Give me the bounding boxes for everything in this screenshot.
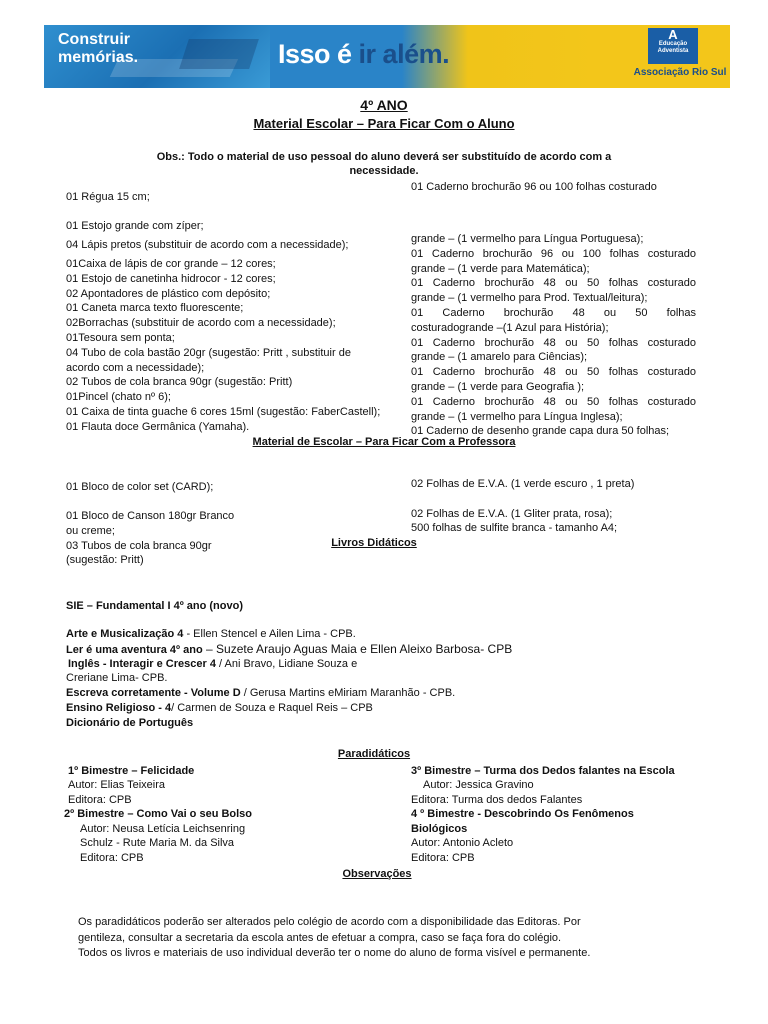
bimester-2-publisher: Editora: CPB xyxy=(80,852,144,864)
bimester-1-publisher: Editora: CPB xyxy=(68,794,132,806)
bimester-4-title: 4 º Bimestre - Descobrindo Os Fenômenos xyxy=(411,808,634,820)
bimester-1-author: Autor: Elias Teixeira xyxy=(68,779,166,791)
student-item: grande – (1 verde para Geografia ); xyxy=(411,380,585,393)
student-item: 01 Caderno de desenho grande capa dura 50 folhas; xyxy=(411,425,670,438)
association-name: Associação Rio Sul xyxy=(633,67,727,78)
student-item: 01 Caderno brochurão 48 ou 50 folhas xyxy=(411,306,696,319)
student-item: 02 Apontadores de plástico com depósito; xyxy=(66,287,271,300)
observation-text: Todos os livros e materiais de uso individual deverão ter o nome do aluno de forma visível e permanente. xyxy=(78,947,591,959)
observations-heading: Observações xyxy=(342,868,412,880)
banner-brand-area xyxy=(600,25,730,88)
bimester-4-publisher: Editora: CPB xyxy=(411,852,475,864)
student-item: 02 Tubos de cola branca 90gr (sugestão: Pritt) xyxy=(66,376,293,389)
supplementary-books-heading: Paradidáticos xyxy=(337,748,411,760)
teacher-item: 02 Folhas de E.V.A. (1 verde escuro , 1 preta) xyxy=(411,478,635,490)
banner-photo xyxy=(44,25,270,88)
page-title: 4º ANO xyxy=(360,97,408,113)
bimester-4-title: Biológicos xyxy=(411,823,468,835)
student-item: 01 Estojo de canetinha hidrocor - 12 cores; xyxy=(66,272,276,285)
teacher-item: (sugestão: Pritt) xyxy=(66,554,144,567)
bimester-3-title: 3º Bimestre – Turma dos Dedos falantes na Escola xyxy=(411,765,675,777)
student-item: 01 Caderno brochurão 96 ou 100 folhas costurado xyxy=(411,181,657,193)
bimester-1-title: 1º Bimestre – Felicidade xyxy=(68,765,195,777)
observation-note-line1: Obs.: Todo o material de uso pessoal do aluno deverá ser substituído de acordo com a xyxy=(156,151,612,163)
student-item: acordo com a necessidade); xyxy=(66,361,205,374)
student-list-right xyxy=(411,232,696,439)
student-materials-heading: Material Escolar – Para Ficar Com o Aluno xyxy=(253,116,515,131)
student-item: 04 Tubo de cola bastão 20gr (sugestão: Pritt , substituir de xyxy=(66,346,351,359)
student-list-left xyxy=(66,257,380,435)
book-item: Creriane Lima- CPB. xyxy=(66,672,168,684)
student-item: 01Tesoura sem ponta; xyxy=(66,331,175,344)
book-item: Escreva corretamente - Volume D / Gerusa Martins eMiriam Maranhão - CPB. xyxy=(66,687,456,699)
bimester-3-author: Autor: Jessica Gravino xyxy=(423,779,534,791)
banner-slogan-area xyxy=(270,25,600,88)
observation-note-line2: necessidade. xyxy=(349,165,419,177)
bimester-2-author: Schulz - Rute Maria M. da Silva xyxy=(80,837,235,849)
student-item: 01 Estojo grande com zíper; xyxy=(66,220,204,232)
book-item: Ler é uma aventura 4º ano – Suzete Araujo Aguas Maia e Ellen Aleixo Barbosa- CPB xyxy=(66,642,513,656)
teacher-materials-heading: Material de Escolar – Para Ficar Com a Professora xyxy=(252,436,516,448)
chair-shape xyxy=(179,39,259,69)
student-item: 01Caixa de lápis de cor grande – 12 cores; xyxy=(66,258,276,270)
educacao-adventista-logo-icon: A Educação Adventista xyxy=(648,28,698,64)
book-item: Dicionário de Português xyxy=(66,717,194,729)
student-item: 01 Caderno brochurão 48 ou 50 folhas costurado xyxy=(411,395,696,408)
banner-tagline: Construir memórias. xyxy=(58,31,139,66)
book-item: Inglês - Interagir e Crescer 4 / Ani Bravo, Lidiane Souza e xyxy=(68,658,358,670)
student-item: 01 Caderno brochurão 96 ou 100 folhas costurado xyxy=(411,247,696,260)
student-item: 01 Caderno brochurão 48 ou 50 folhas costurado xyxy=(411,366,696,379)
textbooks-heading: Livros Didáticos xyxy=(331,537,417,549)
student-item: 01 Caixa de tinta guache 6 cores 15ml (sugestão: FaberCastell); xyxy=(66,405,381,418)
observation-text: Os paradidáticos poderão ser alterados pelo colégio de acordo com a disponibilidade das Editoras. Por xyxy=(78,916,581,928)
book-item: Ensino Religioso - 4/ Carmen de Souza e Raquel Reis – CPB xyxy=(66,702,373,714)
bimester-2-author: Autor: Neusa Letícia Leichsenring xyxy=(80,823,246,835)
student-item: grande – (1 amarelo para Ciências); xyxy=(411,351,588,364)
banner-slogan: Isso é ir além. xyxy=(278,39,450,69)
student-item: 01 Régua 15 cm; xyxy=(66,191,150,203)
sie-program-label: SIE – Fundamental I 4º ano (novo) xyxy=(66,600,243,612)
teacher-item: ou creme; xyxy=(66,524,115,537)
student-item: 01 Caderno brochurão 48 ou 50 folhas costurado xyxy=(411,277,696,290)
student-item: grande – (1 verde para Matemática); xyxy=(411,262,590,275)
student-item: grande – (1 vermelho para Língua Inglesa); xyxy=(411,410,623,423)
bimester-3-publisher: Editora: Turma dos dedos Falantes xyxy=(411,794,583,806)
teacher-item: 03 Tubos de cola branca 90gr xyxy=(66,539,212,552)
header-banner xyxy=(44,25,730,88)
student-item: 01 Caneta marca texto fluorescente; xyxy=(66,302,244,315)
book-item: Arte e Musicalização 4 - Ellen Stencel e Ailen Lima - CPB. xyxy=(66,628,356,640)
student-item: costuradogrande –(1 Azul para História); xyxy=(411,321,609,334)
student-item: 01 Caderno brochurão 48 ou 50 folhas costurado xyxy=(411,336,696,349)
observation-text: gentileza, consultar a secretaria da escola antes de efetuar a compra, caso se faça fora do colégio. xyxy=(78,932,562,944)
teacher-item: 02 Folhas de E.V.A. (1 Gliter prata, rosa); xyxy=(411,508,613,520)
bimester-2-title: 2º Bimestre – Como Vai o seu Bolso xyxy=(64,808,253,820)
student-item: 01Pincel (chato nº 6); xyxy=(66,391,171,404)
student-item: 02Borrachas (substituir de acordo com a necessidade); xyxy=(66,317,336,330)
student-item: 01 Flauta doce Germânica (Yamaha). xyxy=(66,420,250,433)
teacher-item: 01 Bloco de Canson 180gr Branco xyxy=(66,510,235,522)
teacher-item: 01 Bloco de color set (CARD); xyxy=(66,481,214,493)
teacher-item: 500 folhas de sulfite branca - tamanho A4; xyxy=(411,522,618,534)
student-item: grande – (1 vermelho para Prod. Textual/leitura); xyxy=(411,292,648,305)
student-item: grande – (1 vermelho para Língua Portuguesa); xyxy=(411,233,644,245)
bimester-4-author: Autor: Antonio Acleto xyxy=(411,837,514,849)
student-item: 04 Lápis pretos (substituir de acordo com a necessidade); xyxy=(66,239,349,251)
